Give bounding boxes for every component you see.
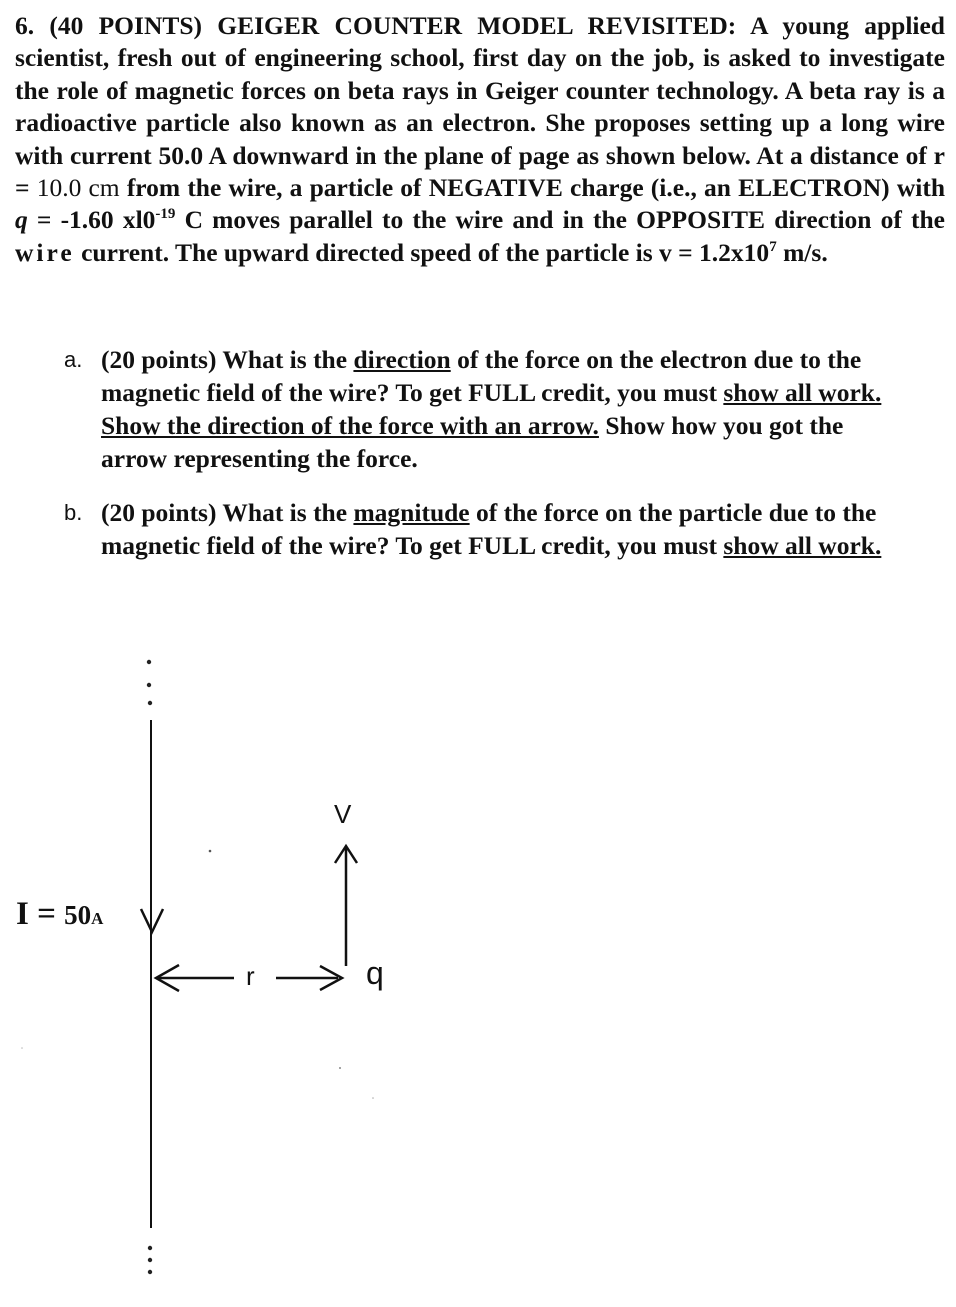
part-b-question <box>101 496 914 562</box>
part-b-marker: b. <box>64 500 83 525</box>
part-b <box>64 496 914 562</box>
part-b-magnitude-word: magnitude <box>353 498 470 527</box>
problem-distance: 10.0 cm <box>36 173 120 203</box>
problem-text-4: current. The upward directed speed of the particle is v = 1.2x10 <box>74 237 770 267</box>
charge-value: = -1.60 xl0 <box>27 205 156 235</box>
speck-1 <box>209 850 212 853</box>
speck-4 <box>21 1047 23 1049</box>
wire-dot-top-3 <box>148 701 152 705</box>
speck-2 <box>339 1067 341 1069</box>
distance-label: r <box>246 961 255 991</box>
part-a-text-2: of the force on the electron due to the magnetic field of the wire? To get FULL credit, you must <box>101 345 862 407</box>
charge-symbol: q <box>15 205 28 235</box>
problem-text-3: C moves parallel to the wire and in the OPPOSITE direction of the <box>175 205 945 235</box>
charge-exponent: -19 <box>155 206 176 223</box>
wire-word: wire <box>15 237 75 267</box>
problem-statement <box>15 10 945 269</box>
current-symbol: I <box>16 896 29 932</box>
velocity-label: V <box>334 799 352 829</box>
charge-label: q <box>366 955 384 991</box>
part-a-direction-word: direction <box>353 345 451 374</box>
part-b-underlined: show all work. <box>723 531 882 560</box>
speed-exponent: 7 <box>769 238 777 255</box>
current-equals: = <box>28 896 65 932</box>
part-a-text-3: Show how you got the arrow representing the force. <box>101 411 844 473</box>
wire-diagram-drawing <box>0 640 956 1307</box>
part-a-underlined: show all work. Show the direction of the force with an arrow. <box>101 378 882 440</box>
part-b-text-1: (20 points) What is the <box>101 498 354 527</box>
part-a-question <box>101 343 914 475</box>
speck-3 <box>372 1097 374 1099</box>
part-a-marker: a. <box>64 347 83 372</box>
wire-dot-top-2 <box>147 683 151 687</box>
problem-text-2: from the wire, a particle of NEGATIVE charge (i.e., an ELECTRON) with <box>119 173 946 203</box>
wire-dot-bottom-1 <box>148 1246 152 1250</box>
current-unit: A <box>91 909 104 928</box>
wire-dot-bottom-2 <box>148 1258 152 1262</box>
speed-unit: m/s. <box>776 237 828 267</box>
problem-intro-text: 6. (40 POINTS) GEIGER COUNTER MODEL REVISITED: A young applied scientist, fresh out of engineering school, first day on the job, is asked to investigate the role of magnetic forces on beta rays in Geiger counter technology. A beta ray is a radioactive particle also known as an electron. She proposes setting up a long wire with current 50.0 A downward in the plane of page as shown below. At a distance of r = <box>15 11 945 203</box>
current-label <box>16 896 103 937</box>
wire-diagram <box>0 640 956 1307</box>
wire-dot-bottom-3 <box>148 1270 152 1274</box>
current-value: 50 <box>64 900 92 930</box>
part-b-text-2: of the force on the particle due to the magnetic field of the wire? To get FULL credit, you must <box>101 498 877 560</box>
part-a-text-1: (20 points) What is the <box>101 345 354 374</box>
wire-dot-top-1 <box>147 660 151 664</box>
part-a <box>64 343 914 475</box>
